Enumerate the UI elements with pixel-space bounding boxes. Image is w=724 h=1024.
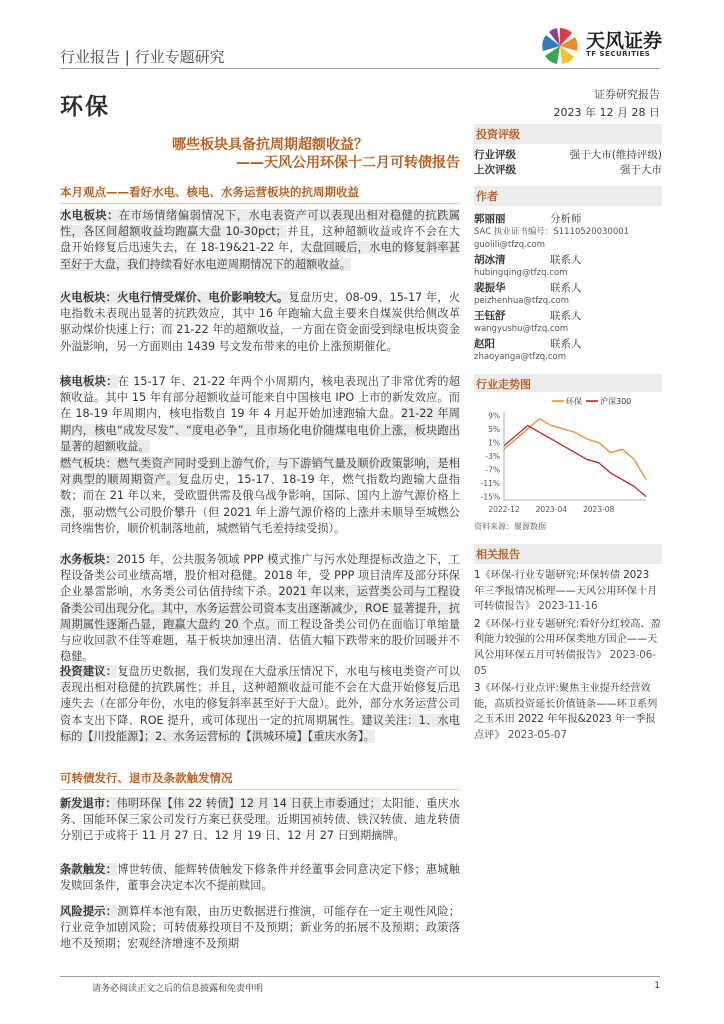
author-email[interactable]: peizhenhua@tfzq.com	[474, 296, 569, 306]
risk-lead: 风险提示：	[60, 905, 118, 918]
x-tick-label: 2022-12	[488, 505, 520, 514]
report-date: 2023-11-16	[538, 601, 598, 613]
view-heading: 本月观点——看好水电、核电、水务运营板块的抗周期收益	[60, 184, 460, 204]
nuclear-text: 在 15-17 年、21-22 年两个小周期内，核电表现出了非常优秀的超额收益。其中 15 年有部分超额收益可能来自中国核电 IPO 上市的新发效应。而在 18-19 年周期内，核电指数自 19 年 4 月起开始加速跑输大盘。	[60, 375, 460, 421]
chart-source: 资料来源：聚源数据	[474, 522, 546, 531]
reports-heading: 相关报告	[474, 544, 662, 564]
report-item[interactable]	[474, 681, 662, 743]
author-email[interactable]: hubingqing@tfzq.com	[474, 268, 568, 278]
author-name: 郭丽丽	[474, 213, 506, 225]
nuclear-highlight: 21-22 年周期内，核电“成发尽发”、“度电必争”，且市场化电价随煤电电价上涨，板块跑出显著的超额收益。	[60, 407, 460, 453]
trend-chart	[474, 392, 662, 520]
water-paragraph	[60, 552, 460, 665]
nuclear-paragraph	[60, 374, 460, 455]
author-role: 联系人	[550, 254, 582, 266]
water-highlight: 2021 年以来，运营类公司与工程设备类公司出现分化。其中，水务运营公司资本支出逐渐减少，ROE 显著提升，抗周期属性逐渐凸显，跑赢大盘约 20 个点。	[60, 585, 460, 631]
gas-text: 复盘历史，15-17、18-19 年，燃气指数均跑输大盘指数；而在 21 年以来，受欧盟供需及俄乌战争影响，国际、国内上游气源价格上涨，驱动燃气公司股价攀升（但 2021 年上游气源价格的上涨并未顺导至城燃公司终端售价，顺价机制落地前，城燃销气毛差持续受损）。	[60, 473, 460, 535]
author-entry	[474, 281, 662, 308]
listing-highlight: 伟明环保【伟 22 转债】12 月 14 日获上市委通过；	[116, 797, 381, 810]
brand-name: 天风证券	[586, 30, 663, 52]
thermal-lead: 火电板块：火电行情受煤价、电价影响较大。	[60, 291, 289, 304]
listing-paragraph	[60, 796, 460, 845]
advice-lead: 投资建议：	[60, 665, 118, 678]
author-entry	[474, 309, 662, 336]
report-date: 2023-06-05	[474, 649, 656, 677]
report-title[interactable]: 3《环保-行业点评:聚焦主业提升经营效能，高质投资延长价值链条——环卫系列之玉禾田 2022 年年报&2023 年一季报点评》	[474, 683, 658, 741]
risk-paragraph	[60, 904, 460, 953]
advice-highlight: 建议关注：1、水电标的【川投能源】；2、水务运营标的【洪城环境】【重庆水务】。	[60, 713, 460, 743]
report-item[interactable]	[474, 617, 662, 679]
y-tick-label: 9%	[488, 411, 500, 421]
hydro-highlight-2: 大盘回暖后，水电的修复斜率甚至好于大盘，我们持续看好水电逆周期情况下的超额收益。	[60, 241, 460, 271]
y-tick-label: -15%	[480, 492, 500, 502]
author-block	[474, 186, 662, 364]
terms-paragraph	[60, 862, 460, 894]
author-email[interactable]: wangyushu@tfzq.com	[474, 324, 569, 334]
author-name: 裴振华	[474, 282, 506, 294]
water-lead: 水务板块：	[60, 553, 117, 566]
gas-highlight: 燃气板块：燃气类资产同时受到上游气价，与下游销气量及顺价政策影响，是相对典型的顺周期资产。	[60, 457, 460, 487]
legend-label-huanbao: 环保	[566, 397, 582, 406]
report-title: 哪些板块具备抗周期超额收益？	[172, 137, 368, 153]
rating-label: 行业评级	[474, 149, 516, 161]
author-cert: SAC 执业证书编号：S1110520030001	[474, 227, 630, 237]
brand-subtitle: TF SECURITIES	[586, 50, 651, 58]
author-name: 胡冰清	[474, 254, 506, 266]
author-role: 联系人	[550, 338, 582, 350]
footer-disclaimer: 请务必阅读正文之后的信息披露和免责申明	[92, 984, 264, 994]
advice-paragraph	[60, 664, 460, 745]
listing-text: 太阳能、重庆水务、国能环保三家公司发行方案已获受理。近期国祯转债、铁汉转债、迪龙转债分别已于或将于 11 月 27 日、12 月 19 日、12 月 27 日到期摘牌。	[60, 797, 460, 843]
water-text-2: 而工程设备类公司仍在面临订单缩量与应收回款不佳等难题，基于板块加速出清、估值大幅下跌带来的股价回暖并不稳健。	[60, 617, 460, 664]
report-date: 2023-05-07	[507, 729, 568, 741]
author-entry	[474, 253, 662, 280]
brand-logo-icon	[538, 24, 582, 68]
author-email[interactable]: zhaoyanga@tfzq.com	[474, 352, 567, 362]
rating-row	[474, 148, 662, 163]
rating-value: 强于大市	[620, 164, 662, 176]
page-number: 1	[654, 981, 660, 991]
sector-title: 环保	[60, 94, 110, 120]
x-tick-label: 2023-08	[582, 505, 615, 514]
y-tick-label: 5%	[488, 424, 500, 434]
rating-value: 强于大市(维持评级)	[569, 149, 662, 161]
author-entry	[474, 212, 662, 252]
water-text-1: 2015 年，公共服务领域 PPP 模式推广与污水处理提标改造之下，工程设备类公司业绩高增，股价相对稳健。2018 年，受 PPP 项目清库及部分环保企业暴雷影响，水务类公司估值持续下杀。	[60, 553, 460, 599]
gas-paragraph	[60, 456, 460, 537]
y-tick-label: -3%	[485, 452, 500, 461]
report-type: 证券研究报告	[594, 88, 660, 101]
terms-lead: 条款触发：	[60, 863, 118, 876]
rating-block	[474, 124, 662, 178]
report-subtitle: ——天风公用环保十二月可转债报告	[236, 155, 460, 171]
advice-text: 复盘历史数据，我们发现在大盘承压情况下，水电与核电类资产可以表现出相对稳健的抗跌属性；并且，这种超额收益可能不会在大盘开始修复后迅速失去（在部分年份，水电的修复斜率甚至好于大盘）。此外，部分水务运营公司资本支出下降、ROE 提升，或可体现出一定的抗周期属性。	[60, 665, 460, 727]
cb-heading: 可转债发行、退市及条款触发情况	[60, 770, 460, 790]
footer-divider	[60, 976, 660, 977]
rating-row	[474, 163, 662, 178]
x-tick-label: 2023-04	[535, 505, 568, 514]
trend-block	[474, 374, 662, 394]
report-category: 行业报告 | 行业专题研究	[60, 48, 225, 66]
author-role: 分析师	[550, 213, 582, 225]
author-role: 联系人	[550, 282, 582, 294]
author-email[interactable]: guolili@tfzq.com	[474, 240, 545, 250]
legend-label-hs300: 沪深300	[600, 397, 632, 406]
report-title[interactable]: 1《环保-行业专题研究:环保转债 2023 年三季报情况梳理——天风公用环保十月可转债报告》	[474, 570, 658, 613]
rating-heading: 投资评级	[474, 124, 662, 144]
report-title[interactable]: 2《环保-行业专题研究:看好分红较高、盈利能力较强的公用环保类地方国企——天风公用环保五月可转债报告》	[474, 618, 661, 661]
author-name: 赵阳	[474, 338, 495, 350]
hydro-highlight-1: 在市场情绪偏弱情况下，水电表资产可以表现出相对稳健的抗跌属性，各区间超额收益均跑赢大盘 10-30pct；	[60, 209, 460, 239]
author-heading: 作者	[474, 186, 662, 206]
chart-background	[474, 392, 662, 520]
reports-block	[474, 544, 662, 744]
author-name: 王钰舒	[474, 310, 506, 322]
thermal-paragraph	[60, 290, 460, 355]
rating-label: 上次评级	[474, 164, 516, 176]
y-tick-label: -11%	[480, 479, 500, 489]
hydro-lead: 水电板块：	[60, 209, 119, 222]
y-tick-label: 1%	[488, 438, 500, 448]
terms-text: 博世转债、能辉转债触发下修条件并经董事会同意决定下修；惠城触发赎回条件，董事会决定本次不提前赎回。	[60, 863, 460, 893]
nuclear-lead: 核电板块：	[60, 375, 118, 388]
listing-lead: 新发退市：	[60, 797, 117, 810]
risk-text: 测算样本池有限，由历史数据进行推演，可能存在一定主观性风险；行业竞争加剧风险；可转债募投项目不及预期；新业务的拓展不及预期；政策落地不及预期；宏观经济增速不及预期	[60, 905, 460, 951]
hydro-text: 并且，这种超额收益或许不会在大盘开始修复后迅速失去，在 18-19&21-22 年，	[60, 225, 460, 255]
header-divider	[60, 68, 660, 69]
hydro-paragraph	[60, 208, 460, 273]
y-tick-label: -7%	[485, 465, 500, 475]
author-role: 联系人	[550, 310, 582, 322]
trend-heading: 行业走势图	[474, 374, 662, 394]
thermal-text: 复盘历史，08-09、15-17 年，火电指数未表现出显著的抗跌效应，其中 16 年跑输大盘主要来自煤炭供给侧改革驱动煤价快速上行；而 21-22 年的超额收益，一方面在资金面受到绿电板块资金外溢影响，另一方面则由 1439 号文发布带来的电价上涨预期催化。	[60, 291, 460, 353]
report-item[interactable]	[474, 568, 662, 615]
author-entry	[474, 337, 662, 364]
report-date: 2023 年 12 月 28 日	[553, 106, 660, 119]
